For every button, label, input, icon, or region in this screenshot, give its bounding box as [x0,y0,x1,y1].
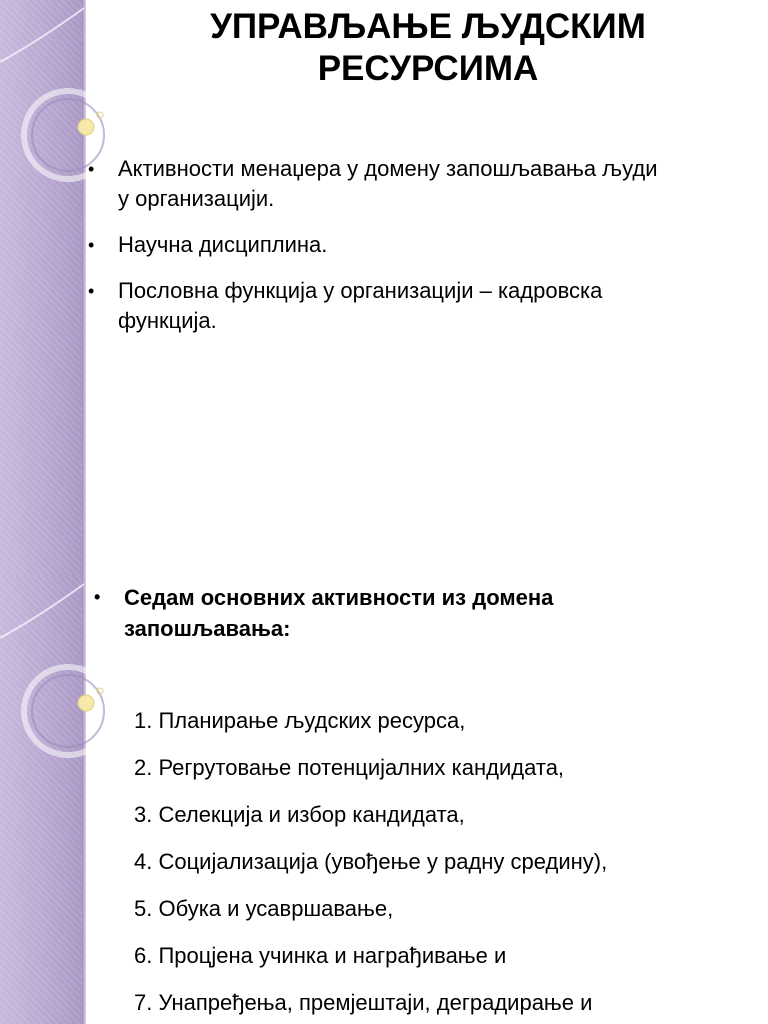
list-item: 7. Унапређења, премјештаји, деградирање и [134,990,593,1015]
heading-bullet [94,582,734,644]
heading-line: запошљавања: [124,616,291,641]
title-line-2: РЕСУРСИМА [317,49,539,88]
list-item: 1. Планирање људских ресурса, [134,708,466,733]
list-item: 5. Обука и усавршавање, [134,896,394,921]
title-line-1: УПРАВЉАЊЕ ЉУДСКИМ [210,7,646,46]
heading-line: Седам основних активности из домена [124,585,554,610]
slide-2 [0,576,768,1024]
list-item-line: Активности менаџера у домену запошљавања људи [118,156,658,181]
bullet-icon: • [94,587,101,607]
bullet-icon: • [88,281,95,301]
list-item: 3. Селекција и избор кандидата, [134,802,465,827]
section-heading [94,582,734,644]
list-item-line: Пословна функција у организацији – кадровска [118,278,603,303]
list-item [88,154,756,214]
list-item [88,230,756,260]
bullet-icon: • [88,235,95,255]
numbered-list [134,706,754,1024]
list-item: 2. Регрутовање потенцијалних кандидата, [134,755,565,780]
list-item: 6. Процјена учинка и награђивање и [134,943,507,968]
page-title [100,6,756,90]
list-item [88,276,756,336]
bullet-icon: • [88,159,95,179]
bullet-list [88,154,756,352]
list-item-line: функција. [118,308,217,333]
list-item-line: Научна дисциплина. [118,232,328,257]
list-item-line: у организацији. [118,186,275,211]
list-item: 4. Социјализација (увођење у радну средину), [134,849,608,874]
